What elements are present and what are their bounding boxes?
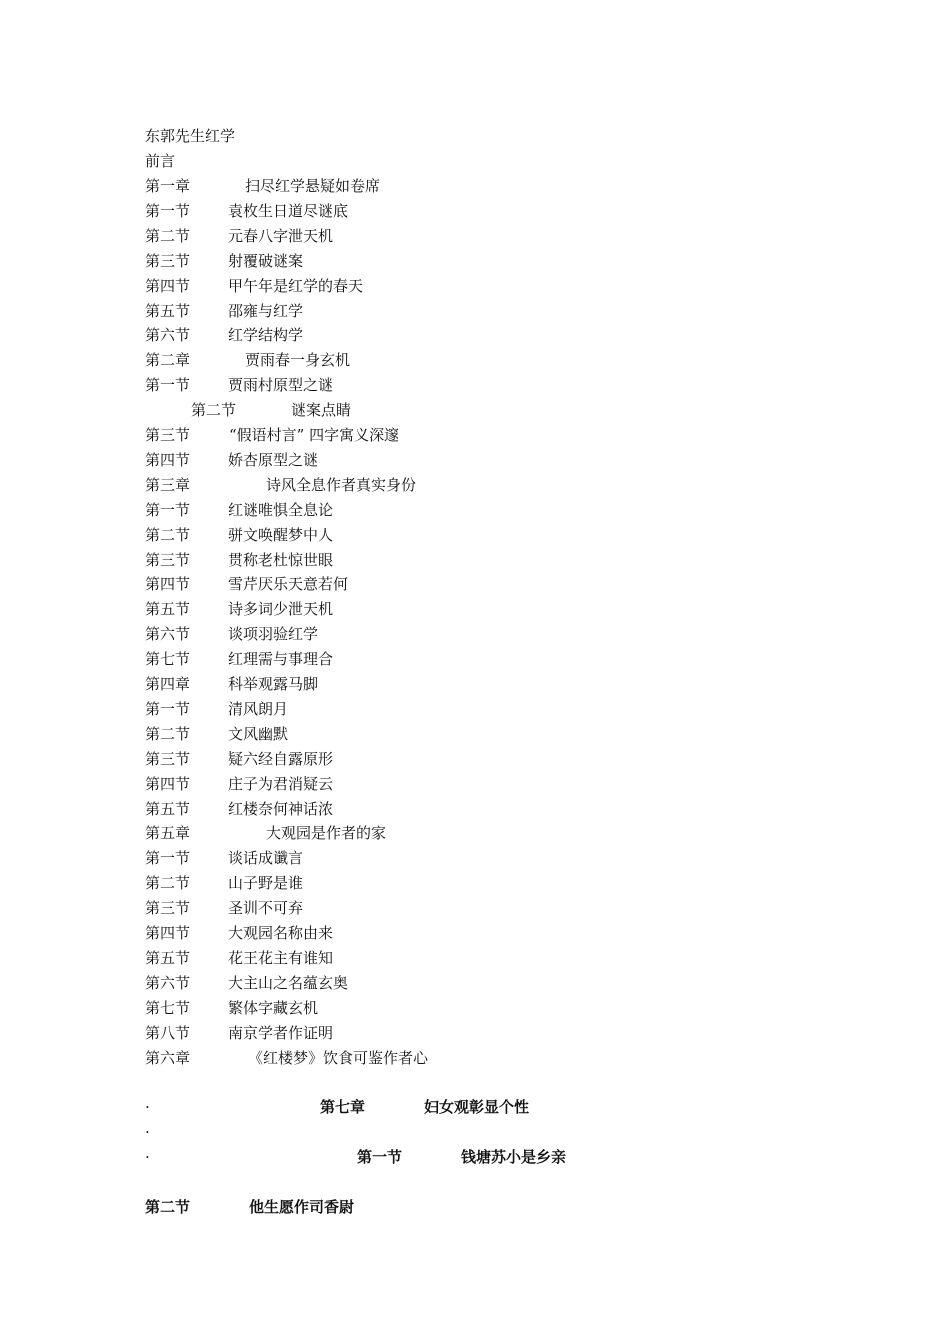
toc-entry-label: 第四节 bbox=[145, 775, 191, 793]
toc-entry-title: 疑六经自露原形 bbox=[228, 750, 334, 768]
toc-entry-title: 红谜唯惧全息论 bbox=[228, 501, 334, 519]
toc-entry-label: 第一节 bbox=[145, 202, 191, 220]
toc-entry-label: 第七节 bbox=[145, 999, 191, 1017]
toc-entry-title: 谈话成谶言 bbox=[228, 849, 304, 867]
toc-entry-label: 第一节 bbox=[145, 849, 191, 867]
toc-entry-title: 大观园名称由来 bbox=[228, 924, 334, 942]
toc-entry-label: 第六节 bbox=[145, 625, 191, 643]
preface-heading: 前言 bbox=[145, 152, 176, 170]
toc-entry-label: 第四节 bbox=[145, 277, 191, 295]
bold-entry-label: 第二节 bbox=[145, 1198, 191, 1216]
toc-entry-title: 科举观露马脚 bbox=[228, 675, 319, 693]
toc-entry-title: 元春八字泄天机 bbox=[228, 227, 334, 245]
bullet-marker: · bbox=[145, 1098, 150, 1116]
toc-entry-title: 邵雍与红学 bbox=[228, 302, 304, 320]
toc-entry-label: 第四节 bbox=[145, 451, 191, 469]
toc-entry-title: 南京学者作证明 bbox=[228, 1024, 334, 1042]
bold-entry-title: 妇女观彰显个性 bbox=[424, 1098, 530, 1116]
toc-entry-title: 圣训不可弃 bbox=[228, 899, 304, 917]
toc-entry-label: 第三节 bbox=[145, 551, 191, 569]
toc-entry-label: 第六节 bbox=[145, 326, 191, 344]
toc-entry-label: 第六节 bbox=[145, 974, 191, 992]
toc-entry-title: 诗风全息作者真实身份 bbox=[266, 476, 417, 494]
toc-entry-label: 第一章 bbox=[145, 177, 191, 195]
toc-entry-title: 谈项羽验红学 bbox=[228, 625, 319, 643]
toc-entry-label: 第一节 bbox=[145, 501, 191, 519]
toc-entry-label: 第三节 bbox=[145, 252, 191, 270]
toc-entry-title: 骈文唤醒梦中人 bbox=[228, 526, 334, 544]
toc-entry-label: 第三节 bbox=[145, 426, 191, 444]
toc-entry-label: 第五节 bbox=[145, 302, 191, 320]
toc-entry-title: 扫尽红学悬疑如卷席 bbox=[245, 177, 381, 195]
toc-entry-title: 甲午年是红学的春天 bbox=[228, 277, 364, 295]
toc-entry-title: 娇杏原型之谜 bbox=[228, 451, 319, 469]
toc-entry-title: 贾雨村原型之谜 bbox=[228, 376, 334, 394]
toc-entry-label: 第二节 bbox=[145, 725, 191, 743]
toc-entry-label: 第二节 bbox=[145, 227, 191, 245]
toc-entry-label: 第七节 bbox=[145, 650, 191, 668]
toc-entry-title: 红理需与事理合 bbox=[228, 650, 334, 668]
toc-entry-title: 山子野是谁 bbox=[228, 874, 304, 892]
toc-entry-title: 贯称老杜惊世眼 bbox=[228, 551, 334, 569]
toc-entry-title: 庄子为君消疑云 bbox=[228, 775, 334, 793]
toc-entry-title: “假语村言” 四字寓义深邃 bbox=[229, 426, 400, 444]
toc-entry-title: 红学结构学 bbox=[228, 326, 304, 344]
toc-entry-title: 红楼奈何神话浓 bbox=[228, 800, 334, 818]
toc-entry-label: 第五章 bbox=[145, 824, 191, 842]
toc-entry-title: 清风朗月 bbox=[228, 700, 289, 718]
bullet-marker: · bbox=[145, 1123, 150, 1141]
toc-entry-label: 第五节 bbox=[145, 600, 191, 618]
toc-entry-label: 第三节 bbox=[145, 899, 191, 917]
toc-entry-title: 雪芹厌乐天意若何 bbox=[228, 575, 349, 593]
toc-entry-label: 第三节 bbox=[145, 750, 191, 768]
toc-entry-title: 花王花主有谁知 bbox=[228, 949, 334, 967]
toc-entry-label: 第二章 bbox=[145, 351, 191, 369]
toc-entry-label: 第六章 bbox=[145, 1049, 191, 1067]
toc-entry-label: 第二节 bbox=[191, 401, 237, 419]
toc-entry-label: 第四节 bbox=[145, 924, 191, 942]
bold-entry-title: 钱塘苏小是乡亲 bbox=[461, 1148, 567, 1166]
bold-entry-label: 第七章 bbox=[320, 1098, 366, 1116]
toc-entry-title: 射覆破谜案 bbox=[228, 252, 304, 270]
toc-entry-label: 第二节 bbox=[145, 874, 191, 892]
toc-entry-title: 大主山之名蕴玄奥 bbox=[228, 974, 349, 992]
toc-entry-title: 贾雨春一身玄机 bbox=[245, 351, 351, 369]
toc-entry-label: 第二节 bbox=[145, 526, 191, 544]
toc-entry-label: 第四章 bbox=[145, 675, 191, 693]
toc-entry-label: 第五节 bbox=[145, 800, 191, 818]
toc-entry-label: 第一节 bbox=[145, 700, 191, 718]
toc-entry-title: 诗多词少泄天机 bbox=[228, 600, 334, 618]
toc-entry-title: 繁体字藏玄机 bbox=[228, 999, 319, 1017]
bold-entry-title: 他生愿作司香尉 bbox=[249, 1198, 355, 1216]
toc-entry-title: 谜案点睛 bbox=[291, 401, 352, 419]
toc-entry-title: 大观园是作者的家 bbox=[266, 824, 387, 842]
toc-entry-label: 第四节 bbox=[145, 575, 191, 593]
document-title: 东郭先生红学 bbox=[145, 127, 236, 145]
toc-entry-title: 袁枚生日道尽谜底 bbox=[228, 202, 349, 220]
toc-entry-title: 文风幽默 bbox=[228, 725, 289, 743]
bold-entry-label: 第一节 bbox=[357, 1148, 403, 1166]
toc-entry-label: 第一节 bbox=[145, 376, 191, 394]
bullet-marker: · bbox=[145, 1148, 150, 1166]
toc-entry-label: 第五节 bbox=[145, 949, 191, 967]
toc-entry-label: 第八节 bbox=[145, 1024, 191, 1042]
toc-entry-title: 《红楼梦》饮食可鉴作者心 bbox=[248, 1049, 429, 1067]
toc-entry-label: 第三章 bbox=[145, 476, 191, 494]
